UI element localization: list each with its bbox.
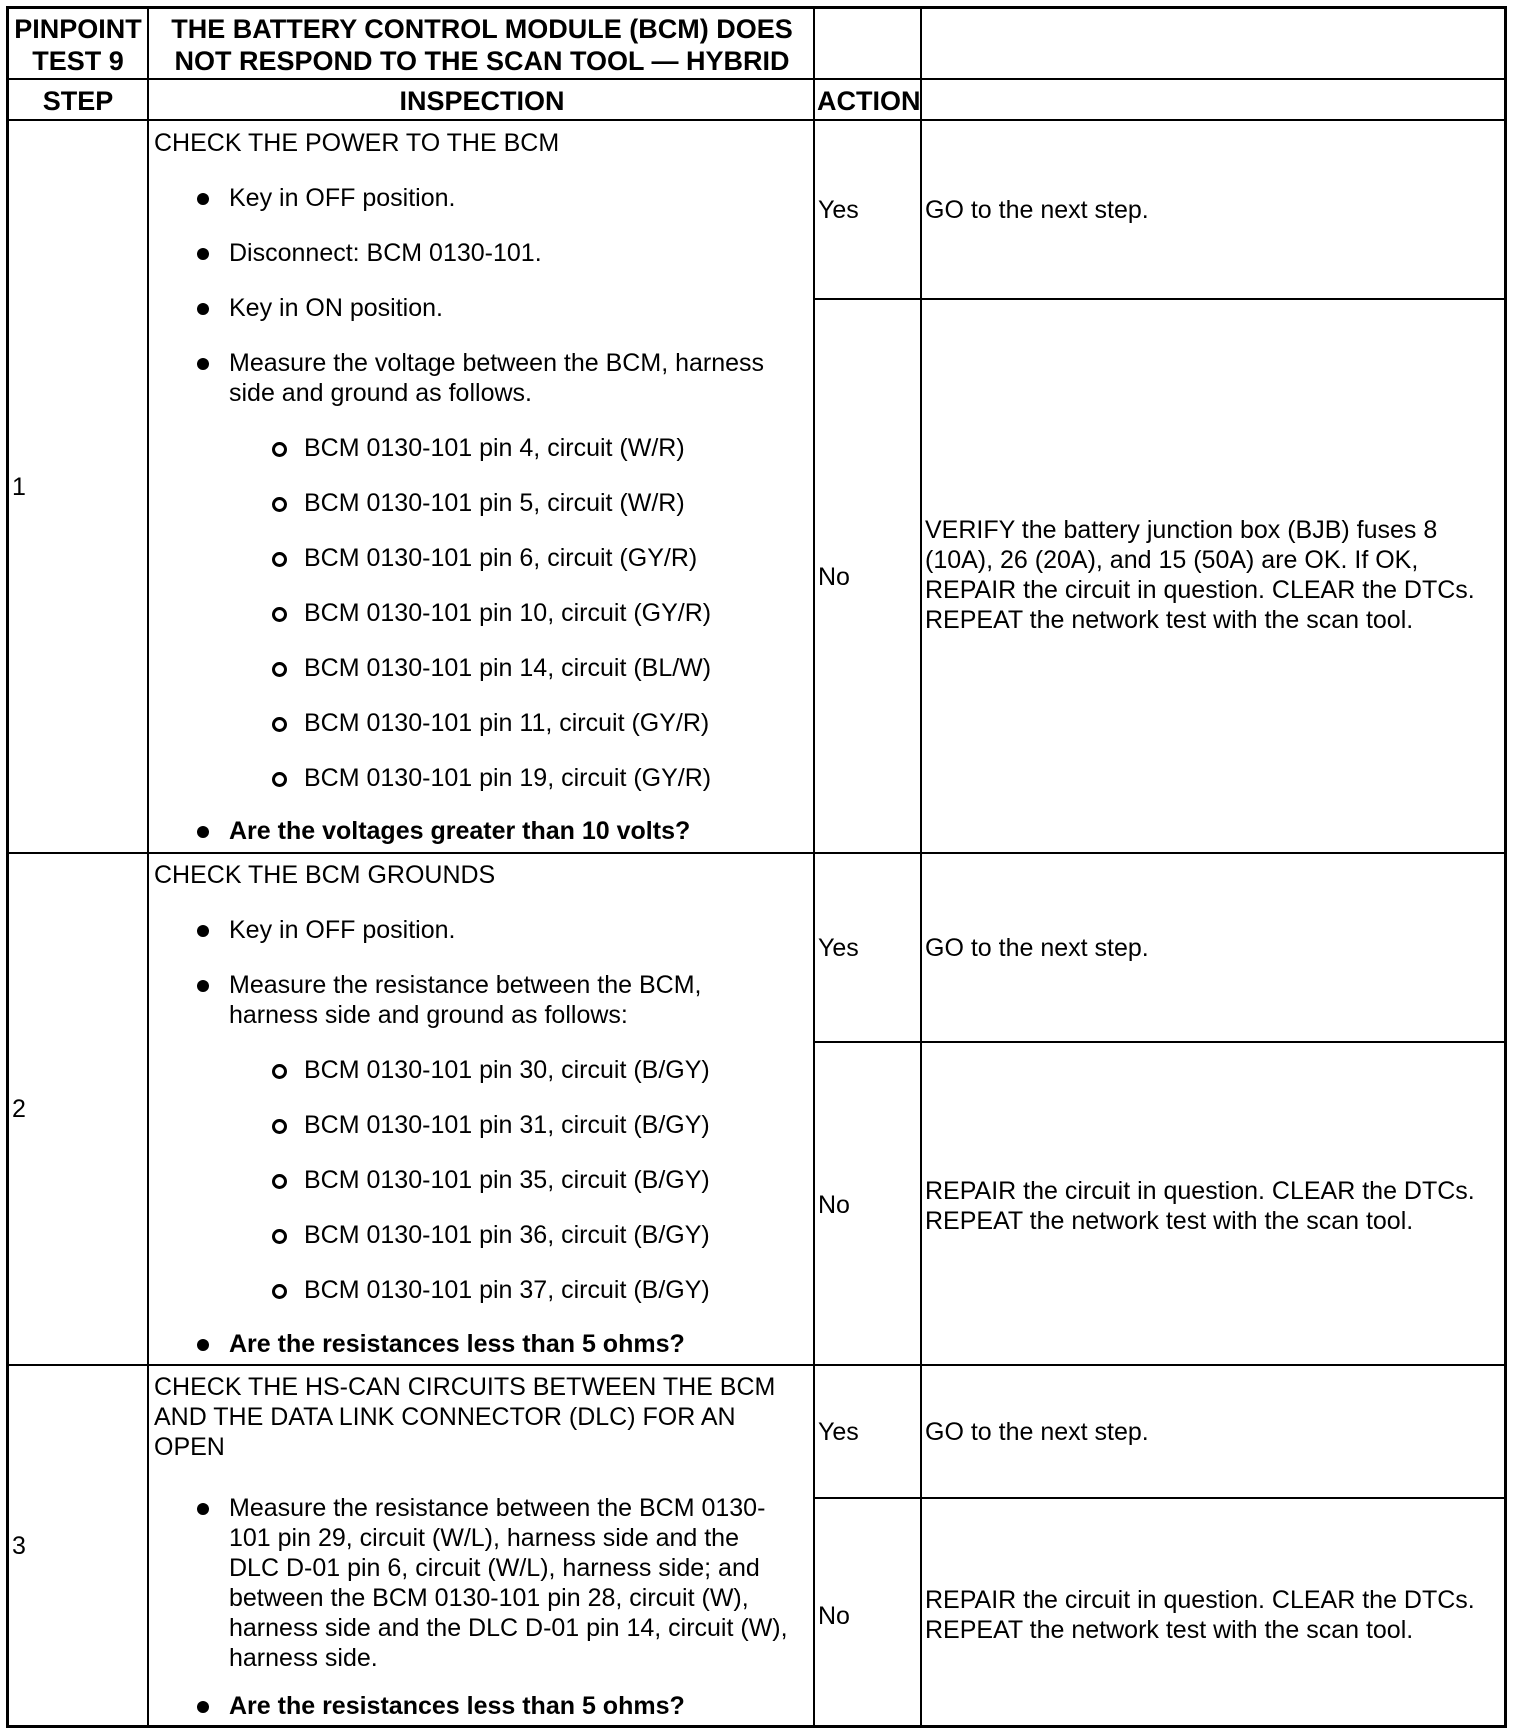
sub-bullet-ring — [272, 1174, 287, 1189]
bullet-dot — [197, 1339, 209, 1351]
step-title: CHECK THE BCM GROUNDS — [154, 861, 496, 889]
bullet-dot — [197, 1701, 209, 1713]
bullet-dot — [197, 925, 209, 937]
sub-item: BCM 0130-101 pin 4, circuit (W/R) — [304, 434, 685, 462]
action-yes-label: Yes — [818, 196, 859, 224]
step-number: 2 — [12, 1095, 26, 1123]
sub-bullet-ring — [272, 607, 287, 622]
sub-item: BCM 0130-101 pin 30, circuit (B/GY) — [304, 1056, 710, 1084]
step-item: Key in OFF position. — [229, 916, 456, 944]
step-item: Measure the resistance between the BCM, harness side and ground as follows: — [229, 971, 702, 1029]
action-no-label: No — [818, 1602, 850, 1630]
sub-item: BCM 0130-101 pin 19, circuit (GY/R) — [304, 764, 712, 792]
action-yes-text: GO to the next step. — [925, 196, 1149, 224]
sub-item: BCM 0130-101 pin 31, circuit (B/GY) — [304, 1111, 710, 1139]
bullet-dot — [197, 248, 209, 260]
sub-item: BCM 0130-101 pin 5, circuit (W/R) — [304, 489, 685, 517]
step-title: CHECK THE HS-CAN CIRCUITS BETWEEN THE BCM AND THE DATA LINK CONNECTOR (DLC) FOR AN OPEN — [154, 1373, 776, 1461]
sub-item: BCM 0130-101 pin 14, circuit (BL/W) — [304, 654, 712, 682]
action-yes-text: GO to the next step. — [925, 1418, 1149, 1446]
sub-item: BCM 0130-101 pin 11, circuit (GY/R) — [304, 709, 710, 737]
bullet-dot — [197, 193, 209, 205]
sub-bullet-ring — [272, 552, 287, 567]
sub-bullet-ring — [272, 772, 287, 787]
sub-bullet-ring — [272, 1064, 287, 1079]
step-item: Measure the resistance between the BCM 0130-101 pin 29, circuit (W/L), harness side and the DLC D-01 pin 6, circuit (W/L), harness side; and between the BCM 0130-101 pin 28, circuit (W), harness side and the DLC D-01 pin 14, circuit (W), harness side. — [229, 1494, 788, 1672]
step-item: Measure the voltage between the BCM, harness side and ground as follows. — [229, 349, 765, 407]
action-no-text: VERIFY the battery junction box (BJB) fuses 8 (10A), 26 (20A), and 15 (50A) are OK. If OK, REPAIR the circuit in question. CLEAR the DTCs. REPEAT the network test with the scan tool. — [925, 516, 1475, 634]
step-number: 1 — [12, 473, 26, 501]
action-no-label: No — [818, 563, 850, 591]
column-header-step: STEP — [42, 86, 114, 116]
action-no-label: No — [818, 1191, 850, 1219]
sub-item: BCM 0130-101 pin 6, circuit (GY/R) — [304, 544, 698, 572]
sub-item: BCM 0130-101 pin 35, circuit (B/GY) — [304, 1166, 710, 1194]
sub-item: BCM 0130-101 pin 36, circuit (B/GY) — [304, 1221, 710, 1249]
sub-item: BCM 0130-101 pin 10, circuit (GY/R) — [304, 599, 712, 627]
step-item: Disconnect: BCM 0130-101. — [229, 239, 542, 267]
bullet-dot — [197, 358, 209, 370]
bullet-dot — [197, 1503, 209, 1515]
step-item: Key in OFF position. — [229, 184, 456, 212]
sub-bullet-ring — [272, 717, 287, 732]
test-title: THE BATTERY CONTROL MODULE (BCM) DOES NOT RESPOND TO THE SCAN TOOL — HYBRID — [171, 14, 793, 76]
action-no-text: REPAIR the circuit in question. CLEAR the DTCs. REPEAT the network test with the scan tool. — [925, 1177, 1475, 1235]
action-yes-label: Yes — [818, 1418, 859, 1446]
step-question: Are the resistances less than 5 ohms? — [229, 1330, 685, 1358]
step-question: Are the resistances less than 5 ohms? — [229, 1692, 685, 1720]
sub-bullet-ring — [272, 442, 287, 457]
sub-bullet-ring — [272, 662, 287, 677]
column-header-inspection: INSPECTION — [399, 86, 565, 116]
bullet-dot — [197, 303, 209, 315]
column-header-action: ACTION — [817, 86, 921, 116]
sub-bullet-ring — [272, 497, 287, 512]
bullet-dot — [197, 980, 209, 992]
sub-bullet-ring — [272, 1119, 287, 1134]
action-no-text: REPAIR the circuit in question. CLEAR the DTCs. REPEAT the network test with the scan tool. — [925, 1586, 1475, 1644]
step-title: CHECK THE POWER TO THE BCM — [154, 129, 560, 157]
sub-bullet-ring — [272, 1284, 287, 1299]
bullet-dot — [197, 826, 209, 838]
sub-item: BCM 0130-101 pin 37, circuit (B/GY) — [304, 1276, 710, 1304]
step-item: Key in ON position. — [229, 294, 443, 322]
action-yes-label: Yes — [818, 934, 859, 962]
sub-bullet-ring — [272, 1229, 287, 1244]
pinpoint-test-label: PINPOINT TEST 9 — [14, 14, 142, 76]
action-yes-text: GO to the next step. — [925, 934, 1149, 962]
step-question: Are the voltages greater than 10 volts? — [229, 817, 691, 845]
step-number: 3 — [12, 1532, 26, 1560]
